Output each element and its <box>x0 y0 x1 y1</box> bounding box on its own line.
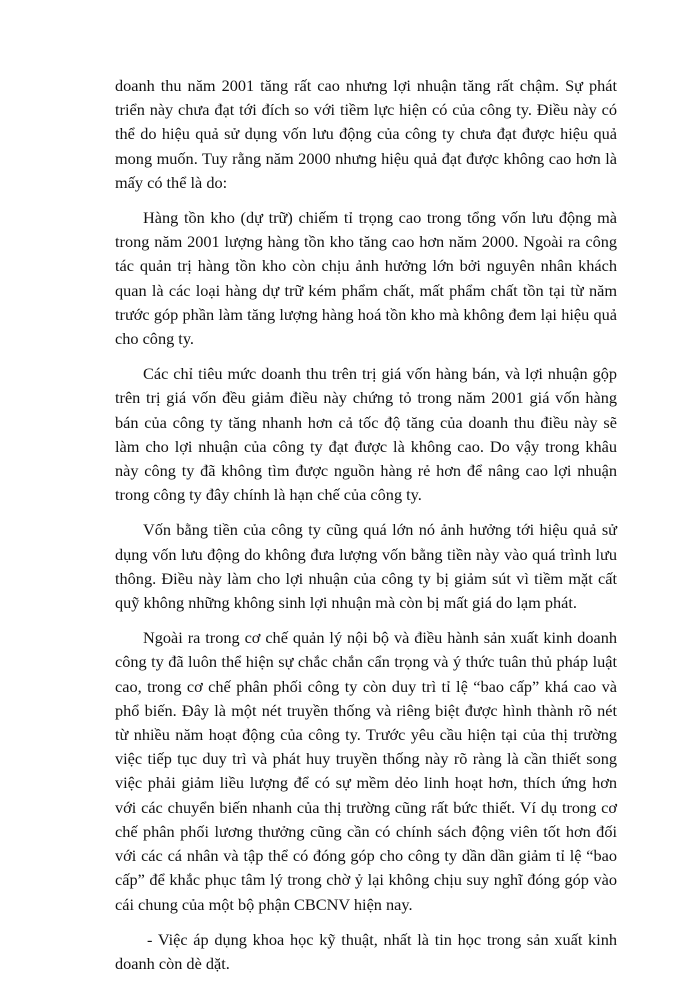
paragraph-cash-capital: Vốn bằng tiền của công ty cũng quá lớn nó ảnh hưởng tới hiệu quả sử dụng vốn lưu động do không đưa lượng vốn bằng tiền này vào quá trình lưu thông. Điều này làm cho lợi nhuận của công ty bị giảm sút vì tiềm mặt cất quỹ không những không sinh lợi nhuận mà còn bị mất giá do lạm phát. <box>115 520 617 613</box>
paragraph-revenue-profit: doanh thu năm 2001 tăng rất cao nhưng lợi nhuận tăng rất chậm. Sự phát triển này chưa đạt tới đích so với tiềm lực hiện có của công ty. Điều này có thể do hiệu quả sử dụng vốn lưu động của công ty chưa đạt được hiệu quả mong muốn. Tuy rằng năm 2000 nhưng hiệu quả đạt được không cao hơn là mấy có thể là do: <box>115 76 617 192</box>
document-page <box>115 74 617 987</box>
paragraph-technology: - Việc áp dụng khoa học kỹ thuật, nhất là tin học trong sản xuất kinh doanh còn dè dặt. <box>115 929 617 973</box>
paragraph-internal-management: Ngoài ra trong cơ chế quản lý nội bộ và điều hành sản xuất kinh doanh công ty đã luôn thể hiện sự chắc chắn cẩn trọng và ý thức tuân thủ pháp luật cao, trong cơ chế phân phối công ty còn duy trì tỉ lệ “bao cấp” khá cao và phổ biến. Đây là một nét truyền thống và riêng biệt được hình thành rõ nét từ nhiều năm hoạt động của công ty. Trước yêu cầu hiện tại của thị trường việc tiếp tục duy trì và phát huy truyền thống này rõ ràng là cần thiết song việc phải giảm liều lượng để có sự mềm dẻo linh hoạt hơn, thích ứng hơn với các chuyển biến nhanh của thị trường cũng rất bức thiết. Ví dụ trong cơ chế phân phối lương thưởng cũng cần có chính sách động viên tốt hơn đối với các cá nhân và tập thể có đóng góp cho công ty dần dần giảm tỉ lệ “bao cấp” để khắc phục tâm lý trong chờ ỷ lại không chịu suy nghĩ đóng góp vào cái chung của một bộ phận CBCNV hiện nay. <box>115 628 617 914</box>
paragraph-cost-indicators: Các chỉ tiêu mức doanh thu trên trị giá vốn hàng bán, và lợi nhuận gộp trên trị giá vốn đều giảm điều này chứng tỏ trong năm 2001 giá vốn hàng bán của công ty tăng nhanh hơn cả tốc độ tăng của doanh thu điều này sẽ làm cho lợi nhuận của công ty đạt được là không cao. Do vậy trong khâu này công ty đã không tìm được nguồn hàng rẻ hơn để nâng cao lợi nhuận trong công ty đây chính là hạn chế của công ty. <box>115 364 617 505</box>
paragraph-inventory: Hàng tồn kho (dự trữ) chiếm tỉ trọng cao trong tổng vốn lưu động mà trong năm 2001 lượng hàng tồn kho tăng cao hơn năm 2000. Ngoài ra công tác quản trị hàng tồn kho còn chịu ảnh hưởng lớn bởi nguyên nhân khách quan là các loại hàng dự trữ kém phẩm chất, mất phẩm chất tồn tại từ năm trước góp phần làm tăng lượng hàng hoá tồn kho mà không đem lại hiệu quả cho công ty. <box>115 208 617 349</box>
